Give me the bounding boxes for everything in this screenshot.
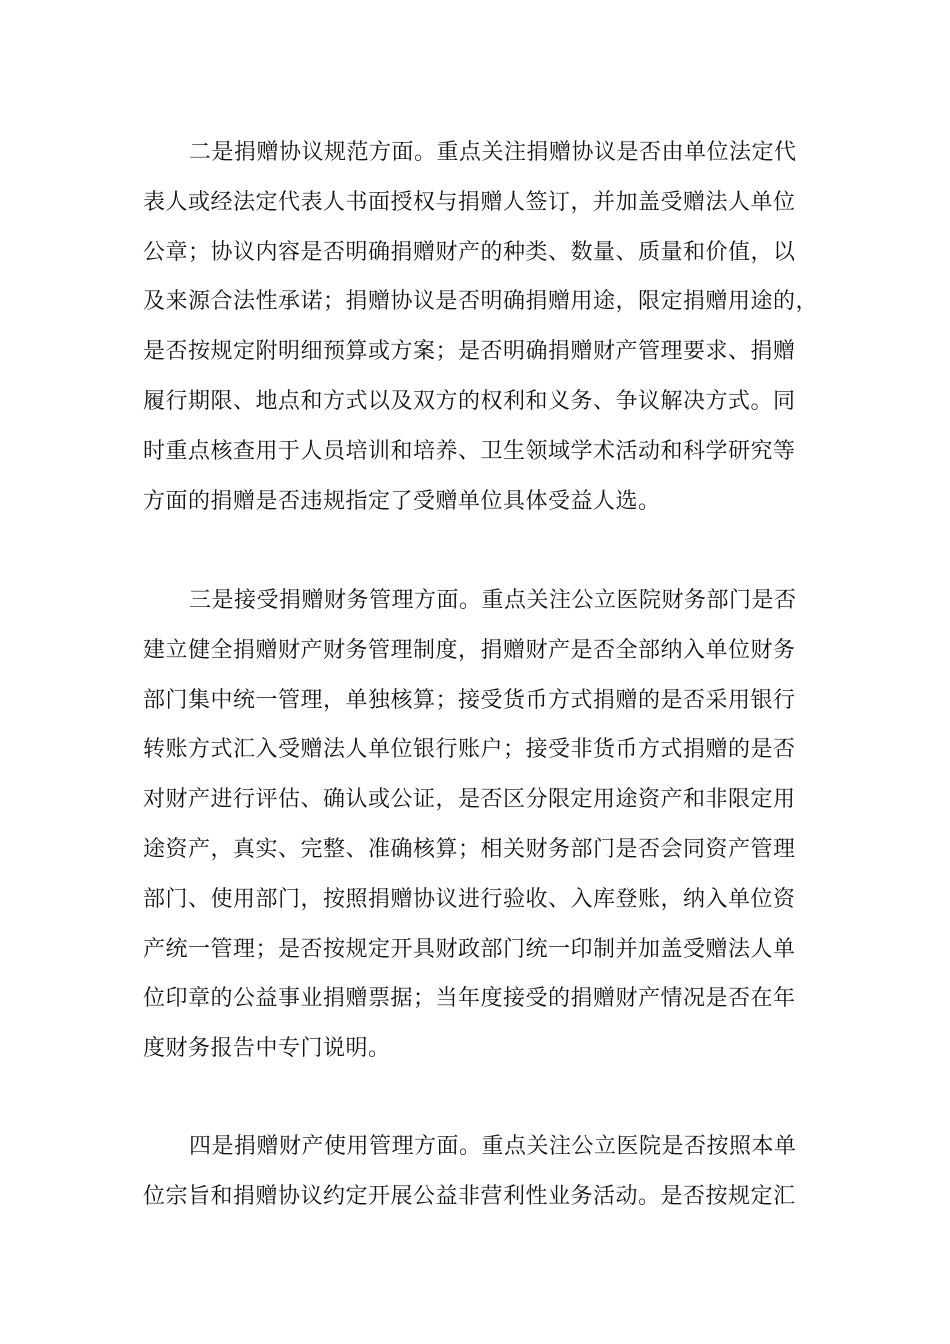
text-line: 建立健全捐赠财产财务管理制度，捐赠财产是否全部纳入单位财务 [143,637,796,663]
text-line: 途资产，真实、完整、准确核算；相关财务部门是否会同资产管理 [143,836,796,862]
text-line: 表人或经法定代表人书面授权与捐赠人签订，并加盖受赠法人单位 [143,189,796,215]
text-line: 对财产进行评估、确认或公证，是否区分限定用途资产和非限定用 [143,787,796,813]
text-line: 位宗旨和捐赠协议约定开展公益非营利性业务活动。是否按规定汇 [143,1183,796,1209]
text-line: 产统一管理；是否按规定开具财政部门统一印制并加盖受赠法人单 [143,936,796,962]
paragraph-donation-usage [143,1122,823,1222]
text-line: 时重点核查用于人员培训和培养、卫生领域学术活动和科学研究等 [143,438,796,464]
text-line: 是否按规定附明细预算或方案；是否明确捐赠财产管理要求、捐赠 [143,339,796,365]
text-line: 转账方式汇入受赠法人单位银行账户；接受非货币方式捐赠的是否 [143,737,796,763]
text-line: 履行期限、地点和方式以及双方的权利和义务、争议解决方式。同 [143,388,796,414]
text-line: 部门、使用部门，按照捐赠协议进行验收、入库登账，纳入单位资 [143,886,796,912]
text-line: 公章；协议内容是否明确捐赠财产的种类、数量、质量和价值，以 [143,239,796,265]
text-line: 部门集中统一管理，单独核算；接受货币方式捐赠的是否采用银行 [143,687,796,713]
text-line: 四是捐赠财产使用管理方面。重点关注公立医院是否按照本单 [189,1134,797,1159]
text-line: 度财务报告中专门说明。 [143,1036,391,1062]
text-line: 及来源合法性承诺；捐赠协议是否明确捐赠用途，限定捐赠用途的， [143,289,819,315]
paragraph-donation-finance [143,576,823,1074]
text-line: 方面的捐赠是否违规指定了受赠单位具体受益人选。 [143,488,661,514]
paragraph-donation-agreement [143,128,823,526]
text-line: 三是接受捐赠财务管理方面。重点关注公立医院财务部门是否 [189,588,797,613]
text-line: 二是捐赠协议规范方面。重点关注捐赠协议是否由单位法定代 [189,140,797,165]
text-line: 位印章的公益事业捐赠票据；当年度接受的捐赠财产情况是否在年 [143,986,796,1012]
